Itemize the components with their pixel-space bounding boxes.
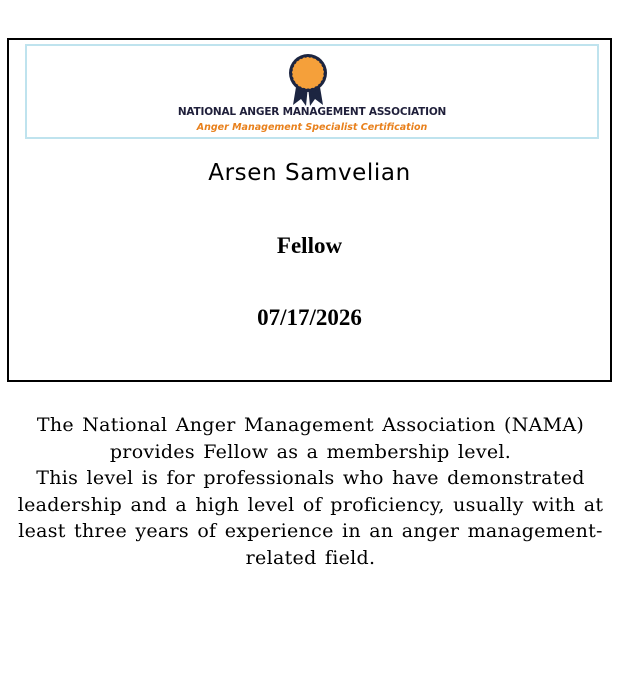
certificate-card	[7, 38, 612, 382]
ribbon-seal-icon	[284, 53, 332, 107]
description-paragraph-1: The National Anger Management Association (NAMA) provides Fellow as a membership level.	[36, 414, 585, 463]
organization-name: NATIONAL ANGER MANAGEMENT ASSOCIATION	[177, 106, 447, 118]
description-paragraph-2: This level is for professionals who have demonstrated leadership and a high level of proficiency, usually with at least three years of experience in an anger management-related field.	[17, 467, 604, 569]
certificate-date: 07/17/2026	[257, 305, 362, 330]
certification-name: Anger Management Specialist Certification	[196, 122, 428, 133]
member-name: Arsen Samvelian	[208, 160, 411, 186]
association-banner	[25, 44, 599, 139]
level-description	[14, 412, 607, 571]
membership-level: Fellow	[276, 233, 343, 258]
